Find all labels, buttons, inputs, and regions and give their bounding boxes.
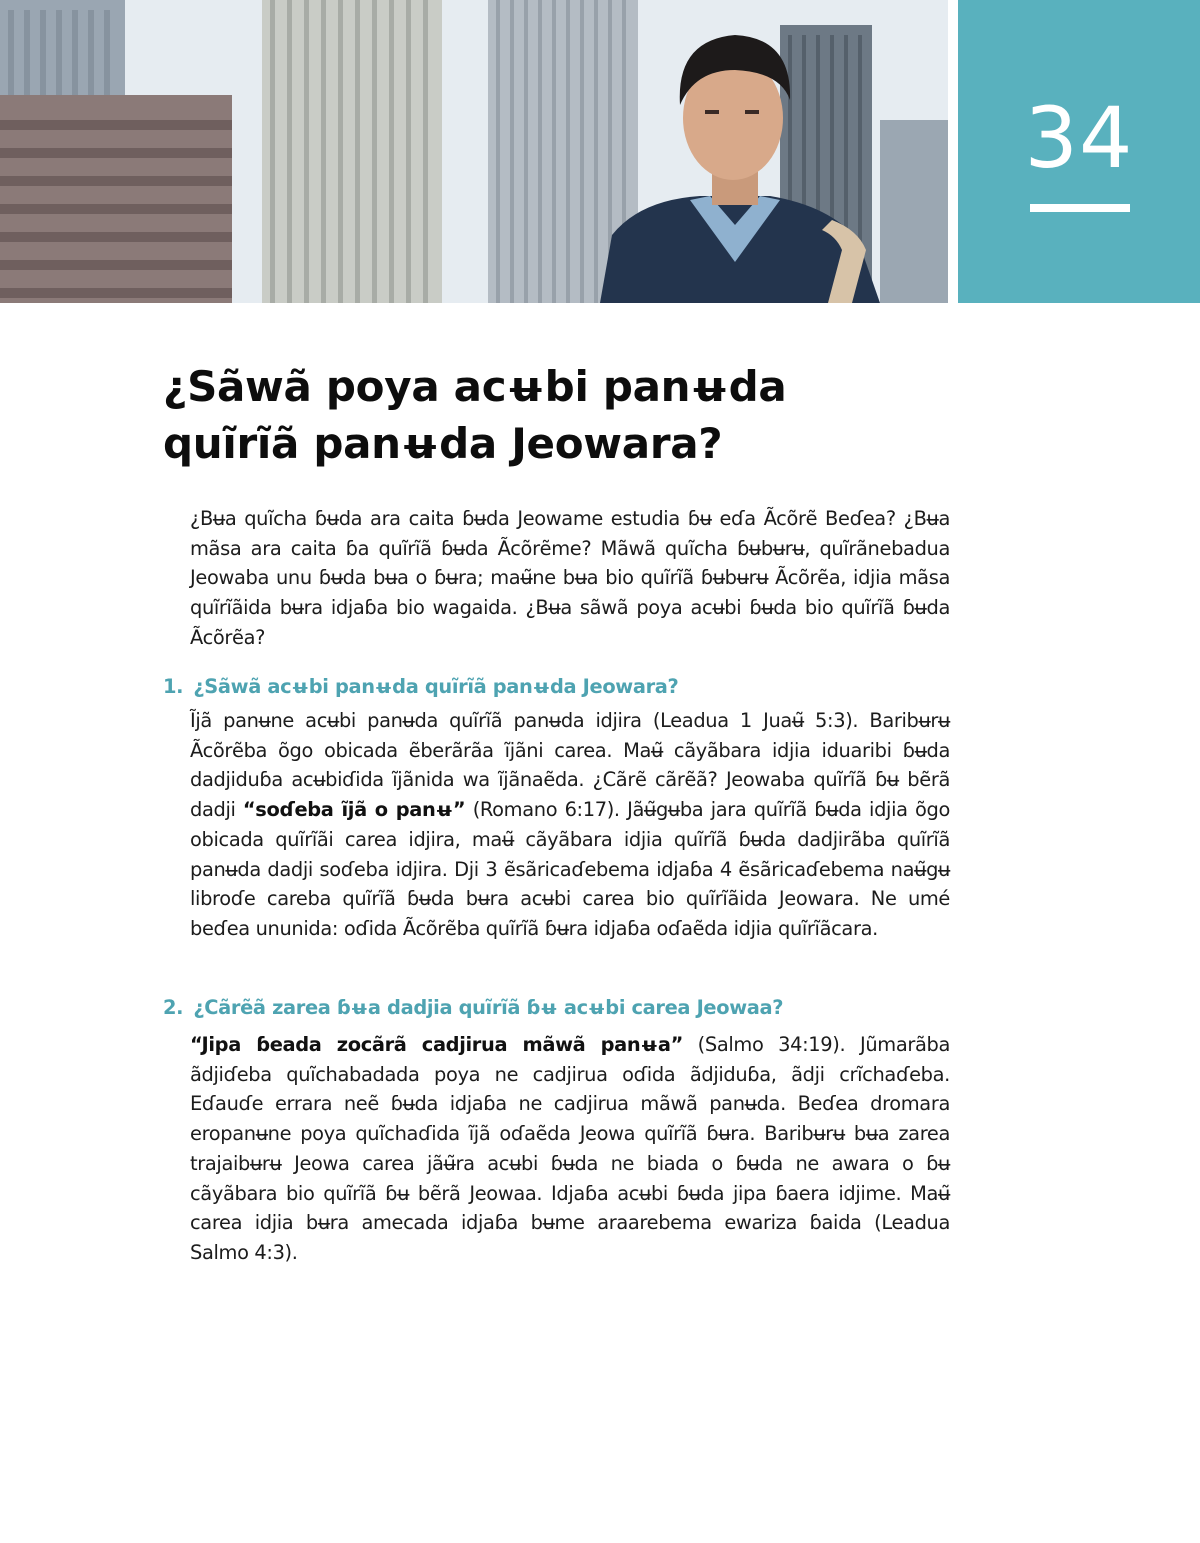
section-1-answer — [190, 706, 950, 944]
section-2-text-a: (Salmo 34:19). Jũmarãba ãdjiɗeba quĩchabadada poya ne cadjirua oɗida ãdjiduɓa, ãdji crĩchaɗeba. Eɗauɗe errara neẽ ɓʉda idjaɓa ne cadjirua mãwã panʉda. Beɗea dromara eropanʉne poya quĩchaɗida ĩjã oɗaẽda Jeowa quĩrĩã ɓʉra. Baribʉrʉ bʉa zarea trajaibʉrʉ Jeowa carea jãʉ̃ra acʉbi ɓʉda ne biada o ɓʉda ne awara o ɓʉ cãyãbara bio quĩrĩã ɓʉ bẽrã Jeowaa. Idjaɓa acʉbi ɓʉda jipa ɓaera idjime. Maʉ̃ carea idjia bʉra amecada idjaɓa bʉme araarebema ewariza ɓaida (Leadua Salmo 4:3). — [190, 1033, 950, 1264]
intro-paragraph: ¿Bʉa quĩcha ɓʉda ara caita ɓʉda Jeowame estudia ɓʉ eɗa Ãcõrẽ Beɗea? ¿Bʉa mãsa ara caita ɓa quĩrĩã ɓʉda Ãcõrẽme? Mãwã quĩcha ɓʉbʉrʉ, quĩrãnebadua Jeowaba unu ɓʉda bʉa o ɓʉra; maʉ̃ne bʉa bio quĩrĩã ɓʉbʉrʉ Ãcõrẽa, idjia mãsa quĩrĩãida bʉra idjaɓa bio wagaida. ¿Bʉa sãwã poya acʉbi ɓʉda bio quĩrĩã ɓʉda Ãcõrẽa? — [190, 507, 950, 649]
section-1-bold-quote: “soɗeba ĩjã o panʉ” — [242, 798, 466, 822]
chapter-number: 34 — [1024, 89, 1134, 187]
section-2-number: 2. — [163, 996, 184, 1019]
chapter-box — [958, 0, 1200, 303]
section-1-text-a: Ĩjã panʉne acʉbi panʉda quĩrĩã panʉda idjira (Leadua 1 Juaʉ̃ 5:3). Baribʉrʉ Ãcõrẽba õgo obicada ẽberãrãa ĩjãni carea. Maʉ̃ cãyãbara idjia iduaribi ɓʉda dadjiduɓa acʉbiɗida ĩjãnida wa ĩjãnaẽda. ¿Cãrẽ cãrẽã? Jeowaba quĩrĩã ɓʉ bẽrã dadji — [190, 709, 950, 822]
chapter-rule-divider — [1030, 204, 1130, 212]
hero-photo — [0, 0, 948, 303]
page-title: ¿Sãwã poya acʉbi panʉda quĩrĩã panʉda Jeowara? — [163, 362, 787, 468]
section-2-question-text: ¿Cãrẽã zarea ɓʉa dadjia quĩrĩã ɓʉ acʉbi carea Jeowaa? — [193, 996, 784, 1019]
section-1-question-text: ¿Sãwã acʉbi panʉda quĩrĩã panʉda Jeowara? — [193, 675, 679, 698]
section-1-question — [163, 673, 963, 701]
section-2-bold-quote: “Jipa ɓeada zocãrã cadjirua mãwã panʉa” — [190, 1033, 683, 1056]
section-2-question — [163, 994, 963, 1022]
hero-photo-illustration — [0, 0, 948, 303]
section-2-answer — [190, 1030, 950, 1268]
section-1-number: 1. — [163, 675, 184, 698]
section-1-text-b: (Romano 6:17). Jãʉ̃gʉba jara quĩrĩã ɓʉda idjia õgo obicada quĩrĩãi carea idjira, maʉ̃ cãyãbara idjia quĩrĩã ɓʉda dadjirãba quĩrĩã panʉda dadji soɗeba idjira. Dji 3 ẽsãricaɗebema idjaɓa 4 ẽsãricaɗebema naʉ̃gʉ libroɗe careba quĩrĩã ɓʉda bʉra acʉbi carea bio quĩrĩãida Jeowara. Ne umé beɗea ununida: oɗida Ãcõrẽba quĩrĩã ɓʉra idjaɓa oɗaẽda idjia quĩrĩãcara. — [190, 798, 951, 940]
